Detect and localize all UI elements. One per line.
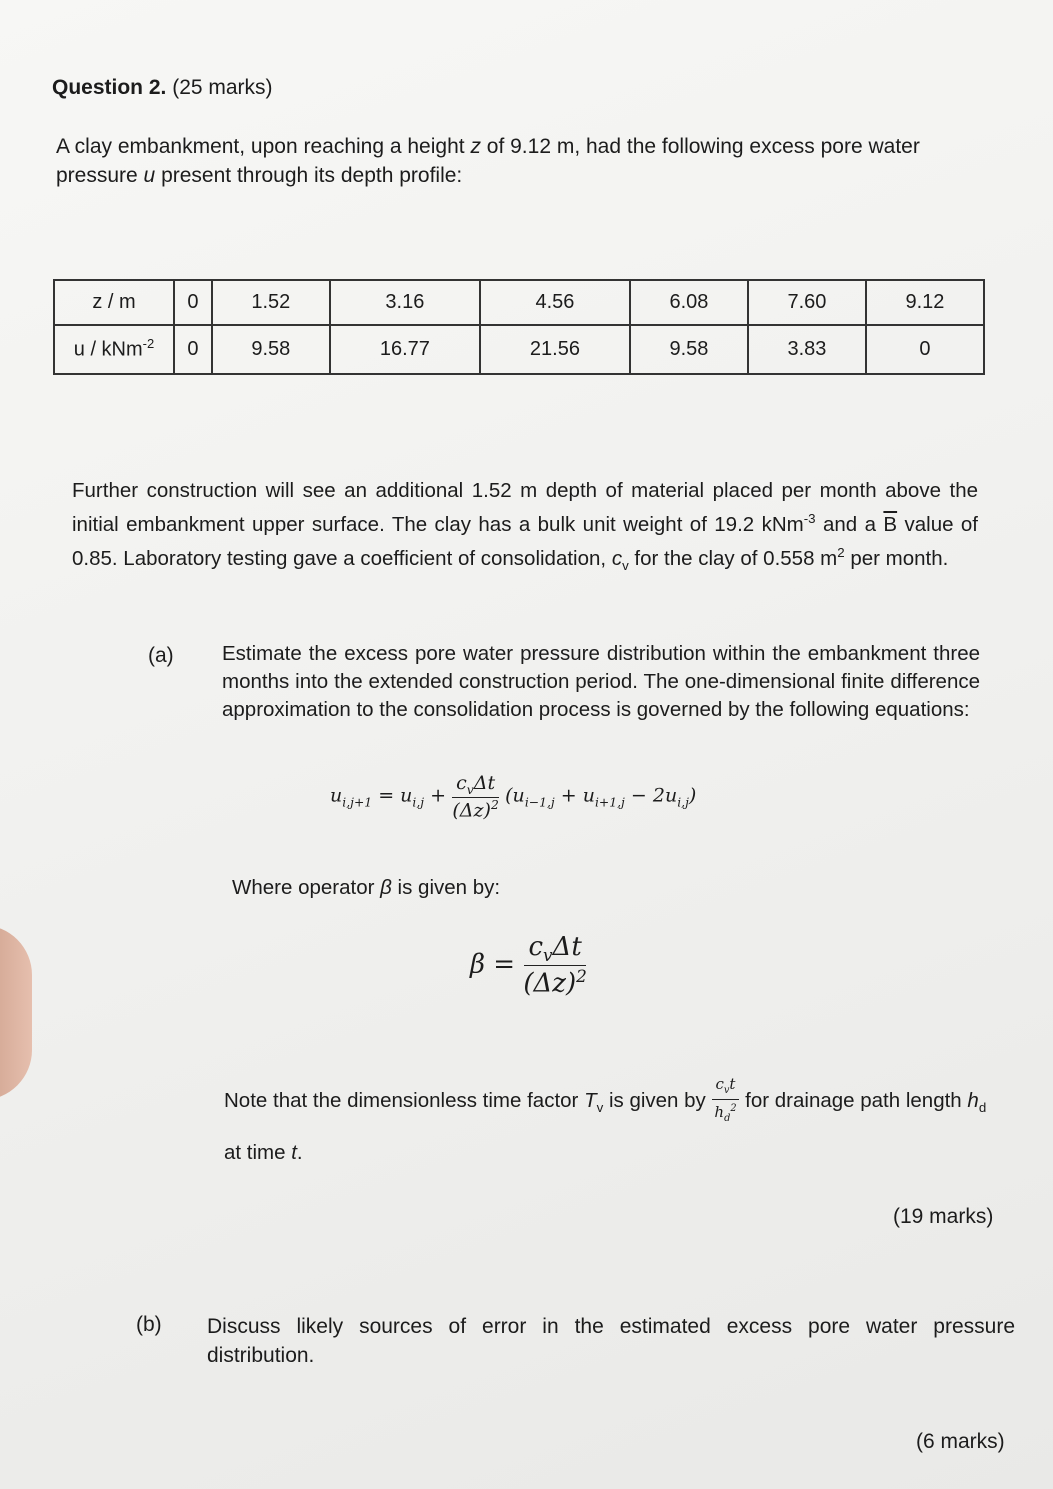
table-cell: 0 <box>866 325 984 374</box>
table-cell: 3.83 <box>748 325 866 374</box>
table-cell: 16.77 <box>330 325 480 374</box>
part-b-label: (b) <box>136 1313 162 1336</box>
question-heading: Question 2. (25 marks) <box>52 76 273 99</box>
table-cell: 7.60 <box>748 280 866 325</box>
part-b-text: Discuss likely sources of error in the estimated excess pore water pressure distribution. <box>207 1315 1015 1367</box>
table-cell: 0 <box>174 280 212 325</box>
finite-difference-equation: $u_{i,j+1} = u_{i,j}$ + $\frac{c_v\Delta t}{(\Delta z)^2}$ $(u_{i-1,j} + u_{i+1,j} - 2u_{i,j})$ <box>330 772 697 822</box>
pore-pressure-table <box>53 279 985 375</box>
part-b-marks: (6 marks) <box>916 1430 1005 1453</box>
table-cell: 3.16 <box>330 280 480 325</box>
part-a-text: Estimate the excess pore water pressure distribution within the embankment three months into the extended construction period. The one-dimensional finite difference approximation to the consolidation process is governed by the following equations: <box>222 642 980 721</box>
depth-header: z / m <box>54 280 174 325</box>
table-cell: 0 <box>174 325 212 374</box>
part-a-marks: (19 marks) <box>893 1205 994 1228</box>
table-cell: 4.56 <box>480 280 630 325</box>
thumb-edge <box>0 925 32 1100</box>
part-a-label: (a) <box>148 644 174 667</box>
pressure-row <box>54 325 984 374</box>
pressure-header: u / kNm$^{-2}$ <box>54 325 174 374</box>
table-cell: 1.52 <box>212 280 330 325</box>
table-cell: 21.56 <box>480 325 630 374</box>
table-cell: 9.58 <box>630 325 748 374</box>
table-cell: 6.08 <box>630 280 748 325</box>
time-factor-note: Note that the dimensionless time factor $T_v$ is given by $\frac{c_vt}{h_d^2}$ for drainage path length $h_d$ at time t. <box>224 1075 987 1165</box>
table-cell: 9.58 <box>212 325 330 374</box>
beta-equation: β = $\frac{c_v\Delta t}{(\Delta z)^2}$ <box>470 932 587 999</box>
construction-paragraph: Further construction will see an additional 1.52 m depth of material placed per month above the initial embankment upper surface. The clay has a bulk unit weight of 19.2 kNm$^{-3}$ and a $\overline{B}$ value of 0.85. Laboratory testing gave a coefficient of consolidation, $c_v$ for the clay of 0.558 $m^2$ per month. <box>72 479 979 573</box>
where-beta-text: Where operator β is given by: <box>232 876 501 899</box>
table-cell: 9.12 <box>866 280 984 325</box>
depth-row <box>54 280 984 325</box>
intro-paragraph: A clay embankment, upon reaching a height z of 9.12 m, had the following excess pore water pressure u present through its depth profile: <box>56 135 920 187</box>
